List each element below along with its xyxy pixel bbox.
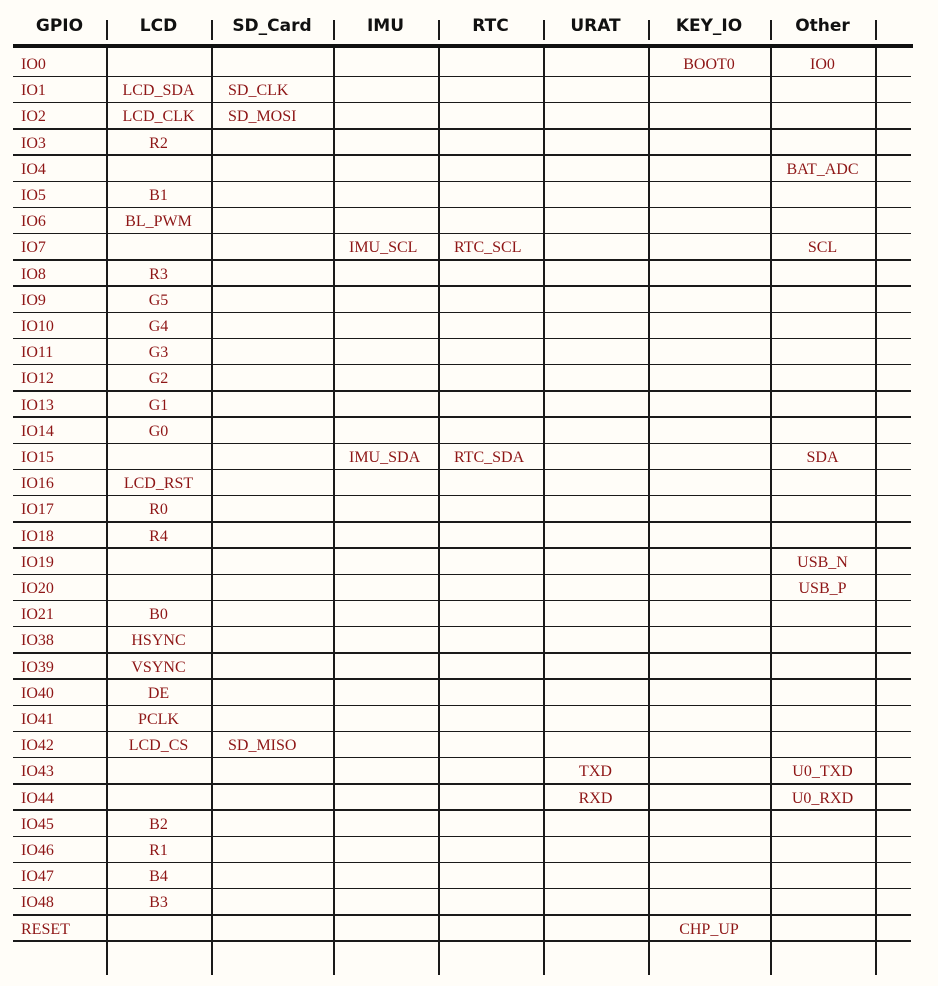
row-rule <box>13 809 911 811</box>
column-rule <box>648 48 650 975</box>
pin-function: IMU_SCL <box>349 239 418 257</box>
pin-function: G5 <box>148 291 169 309</box>
header-separator <box>438 20 440 40</box>
pin-function: B4 <box>149 868 168 886</box>
pin-function: SDA <box>806 449 839 466</box>
pin-function: USB_P <box>798 580 847 597</box>
pin-function: G2 <box>148 370 169 388</box>
pin-function: SD_MOSI <box>228 108 297 126</box>
pin-function: LCD_CLK <box>122 108 195 126</box>
row-rule <box>13 521 911 523</box>
pin-name: IO43 <box>21 763 54 781</box>
column-rule <box>543 48 545 975</box>
pin-function: B3 <box>149 894 168 912</box>
pin-name: IO17 <box>21 501 54 519</box>
pin-function: LCD_CS <box>128 737 189 755</box>
column-header-rtc: RTC <box>472 16 509 36</box>
column-rule <box>106 48 108 975</box>
row-rule <box>13 757 911 759</box>
column-rule <box>875 48 877 975</box>
pin-name: IO18 <box>21 527 54 545</box>
pin-function: SCL <box>807 239 838 257</box>
pin-function: RXD <box>578 789 613 807</box>
row-rule <box>13 233 911 235</box>
pin-function: RTC_SDA <box>454 449 525 466</box>
header-separator <box>770 20 772 40</box>
row-rule <box>13 888 911 890</box>
pin-name: IO2 <box>21 108 46 126</box>
row-rule <box>13 862 911 864</box>
pin-name: IO41 <box>21 711 54 728</box>
pin-function: B1 <box>149 187 168 204</box>
row-rule <box>13 416 911 418</box>
row-rule <box>13 574 911 576</box>
pin-name: IO16 <box>21 475 54 493</box>
pin-name: IO48 <box>21 894 54 912</box>
pin-name: IO45 <box>21 815 54 833</box>
column-header-sd-card: SD_Card <box>232 16 312 36</box>
pin-function: BOOT0 <box>683 56 735 73</box>
pin-function: B2 <box>149 815 168 833</box>
pin-function: G3 <box>148 344 169 362</box>
row-rule <box>13 836 911 838</box>
pin-function: LCD_RST <box>123 475 194 493</box>
row-rule <box>13 207 911 209</box>
pin-name: IO4 <box>21 160 46 178</box>
pin-name: IO3 <box>21 134 46 152</box>
pin-name: IO40 <box>21 684 54 702</box>
header-separator <box>106 20 108 40</box>
row-rule <box>13 914 911 916</box>
pin-function: G1 <box>148 396 169 414</box>
pin-name: RESET <box>21 920 70 938</box>
pin-function: SD_MISO <box>228 737 297 755</box>
pin-function: IMU_SDA <box>349 449 421 466</box>
pin-name: IO12 <box>21 370 54 388</box>
pin-function: R2 <box>149 134 168 152</box>
header-separator <box>648 20 650 40</box>
header-separator <box>333 20 335 40</box>
row-rule <box>13 102 911 104</box>
pin-name: IO20 <box>21 580 54 597</box>
row-rule <box>13 652 911 654</box>
column-header-lcd: LCD <box>139 16 178 36</box>
pin-function: USB_N <box>797 553 848 571</box>
row-rule <box>13 181 911 183</box>
pin-name: IO8 <box>21 265 46 283</box>
pin-function: BAT_ADC <box>786 160 859 178</box>
row-rule <box>13 495 911 497</box>
pin-name: IO6 <box>21 213 46 231</box>
column-rule <box>438 48 440 975</box>
column-header-other: Other <box>795 16 850 36</box>
row-rule <box>13 443 911 445</box>
pin-name: IO46 <box>21 842 54 859</box>
column-rule <box>211 48 213 975</box>
pin-name: IO1 <box>21 82 46 100</box>
column-rule <box>333 48 335 975</box>
row-rule <box>13 128 911 130</box>
pin-function: U0_RXD <box>791 789 854 807</box>
pin-name: IO47 <box>21 868 54 886</box>
header-separator <box>211 20 213 40</box>
pin-function: R1 <box>149 842 168 859</box>
pin-function: DE <box>147 684 170 702</box>
pin-name: IO42 <box>21 737 54 755</box>
pin-function: CHP_UP <box>679 920 739 938</box>
pin-function: G4 <box>148 318 169 335</box>
column-header-key-io: KEY_IO <box>675 16 743 36</box>
header-separator <box>875 20 877 40</box>
row-rule <box>13 390 911 392</box>
pin-function: HSYNC <box>131 632 186 650</box>
row-rule <box>13 626 911 628</box>
pin-function: BL_PWM <box>125 213 192 231</box>
row-rule <box>13 678 911 680</box>
pin-name: IO44 <box>21 789 54 807</box>
row-rule <box>13 731 911 733</box>
row-rule <box>13 338 911 340</box>
pin-function: B0 <box>149 606 168 624</box>
row-rule <box>13 154 911 156</box>
pin-function: U0_TXD <box>792 763 853 781</box>
row-rule <box>13 76 911 78</box>
pin-function: TXD <box>579 763 612 781</box>
pin-name: IO19 <box>21 553 54 571</box>
pin-name: IO9 <box>21 291 46 309</box>
row-rule <box>13 364 911 366</box>
pin-function: SD_CLK <box>228 82 289 100</box>
pin-name: IO13 <box>21 396 54 414</box>
pin-function: G0 <box>148 422 169 440</box>
pin-name: IO14 <box>21 422 54 440</box>
pin-name: IO21 <box>21 606 54 624</box>
column-rule <box>770 48 772 975</box>
row-rule <box>13 469 911 471</box>
pin-function: LCD_SDA <box>122 82 195 100</box>
row-rule <box>13 705 911 707</box>
column-header-urat: URAT <box>570 16 621 36</box>
pin-function: R4 <box>149 527 168 545</box>
pin-function: RTC_SCL <box>454 239 522 257</box>
pin-function: R0 <box>149 501 168 519</box>
pin-name: IO11 <box>21 344 54 362</box>
pin-function: R3 <box>149 265 168 283</box>
header-rule <box>13 44 913 48</box>
row-rule <box>13 600 911 602</box>
row-rule <box>13 783 911 785</box>
pin-name: IO39 <box>21 658 54 676</box>
pin-name: IO7 <box>21 239 46 257</box>
pin-name: IO10 <box>21 318 54 335</box>
pin-name: IO38 <box>21 632 54 650</box>
pin-name: IO5 <box>21 187 46 204</box>
column-header-gpio: GPIO <box>35 16 84 36</box>
row-rule <box>13 547 911 549</box>
pin-function: PCLK <box>138 711 179 728</box>
pin-name: IO0 <box>21 56 46 73</box>
pin-function: VSYNC <box>131 658 186 676</box>
header-separator <box>543 20 545 40</box>
row-rule <box>13 940 911 942</box>
column-header-imu: IMU <box>366 16 405 36</box>
row-rule <box>13 285 911 287</box>
row-rule <box>13 312 911 314</box>
row-rule <box>13 259 911 261</box>
pin-name: IO15 <box>21 449 54 466</box>
pin-function: IO0 <box>810 56 835 73</box>
